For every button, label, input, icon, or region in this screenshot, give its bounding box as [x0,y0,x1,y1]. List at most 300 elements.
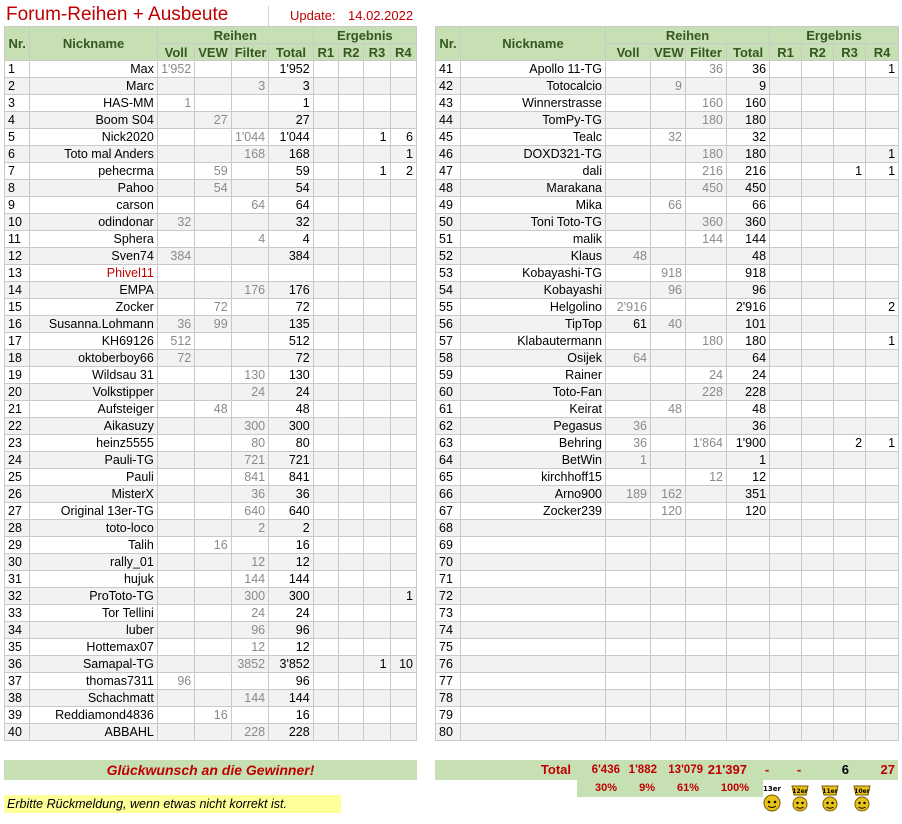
row-nickname [461,707,606,724]
header-nickname: Nickname [461,27,606,61]
medal-11er-icon [820,783,840,813]
row-r1 [313,265,338,282]
row-r1 [770,537,802,554]
header-r2: R2 [339,44,364,61]
row-r4 [390,61,416,78]
row-r2 [339,418,364,435]
row-voll: 72 [157,350,194,367]
table-row [5,469,417,486]
row-filter: 80 [231,435,268,452]
row-r2 [339,452,364,469]
row-nr: 1 [5,61,30,78]
row-r3 [834,146,866,163]
table-row [5,571,417,588]
row-r1 [770,486,802,503]
row-nickname: Pauli-TG [30,452,158,469]
row-voll [606,605,651,622]
row-voll [157,707,194,724]
row-r3 [364,401,390,418]
row-filter [231,112,268,129]
row-vew [651,112,686,129]
header-r3: R3 [364,44,390,61]
row-voll [157,265,194,282]
row-r4: 2 [866,299,899,316]
row-r4 [390,673,416,690]
row-r2 [802,469,834,486]
page-title: Forum-Reihen + Ausbeute [6,4,229,25]
row-nickname: carson [30,197,158,214]
row-r2 [802,605,834,622]
row-filter [686,605,727,622]
row-total: 24 [269,384,314,401]
row-voll: 36 [606,435,651,452]
row-total: 180 [727,112,770,129]
row-total: 144 [727,231,770,248]
row-filter: 12 [231,639,268,656]
row-voll: 32 [157,214,194,231]
row-vew [651,384,686,401]
table-row [5,299,417,316]
row-nr: 39 [5,707,30,724]
row-nr: 62 [436,418,461,435]
row-r2 [339,690,364,707]
row-nr: 49 [436,197,461,214]
row-r2 [339,333,364,350]
table-row [436,469,899,486]
row-r4 [390,622,416,639]
header-total: Total [727,44,770,61]
totals-vew: 1'882 [628,764,657,776]
header-r1: R1 [770,44,802,61]
percent-total: 100% [720,782,749,794]
table-row [436,129,899,146]
row-r3 [364,61,390,78]
table-row [436,367,899,384]
row-filter [686,452,727,469]
row-r2 [802,197,834,214]
row-r1 [770,282,802,299]
row-filter: 24 [686,367,727,384]
row-nickname: Schachmatt [30,690,158,707]
row-filter [686,554,727,571]
row-r1 [770,350,802,367]
table-row [5,112,417,129]
row-voll [157,469,194,486]
row-nr: 80 [436,724,461,741]
header-voll: Voll [157,44,194,61]
row-nickname: Rainer [461,367,606,384]
row-nr: 20 [5,384,30,401]
row-r3 [834,724,866,741]
row-r4 [866,605,899,622]
row-r4 [390,401,416,418]
row-total: 300 [269,418,314,435]
row-vew [195,146,231,163]
row-vew [195,265,231,282]
table-row [5,452,417,469]
row-nr: 57 [436,333,461,350]
row-nickname [461,588,606,605]
row-filter: 168 [231,146,268,163]
row-r1 [313,333,338,350]
row-r3 [834,282,866,299]
row-r4 [866,214,899,231]
row-voll [157,639,194,656]
row-r3 [834,707,866,724]
row-r2 [339,214,364,231]
row-r1 [313,520,338,537]
row-r4 [866,571,899,588]
row-r4 [390,418,416,435]
row-nickname [461,605,606,622]
row-nr: 27 [5,503,30,520]
row-filter: 12 [686,469,727,486]
table-row [5,401,417,418]
row-r2 [339,350,364,367]
row-voll: 1 [157,95,194,112]
row-vew: 66 [651,197,686,214]
row-total: 228 [269,724,314,741]
table-row [436,384,899,401]
row-r4 [390,367,416,384]
row-nickname: Phivel11 [30,265,158,282]
row-total: 36 [727,418,770,435]
row-r1 [770,690,802,707]
row-r3 [834,180,866,197]
row-filter: 96 [231,622,268,639]
row-vew [651,214,686,231]
row-voll [606,384,651,401]
medal-12er-icon [790,783,810,813]
table-row [436,112,899,129]
table-row [436,656,899,673]
update-label: Update: [290,8,336,23]
row-voll [606,724,651,741]
row-nickname: odindonar [30,214,158,231]
row-r4 [866,503,899,520]
row-r1 [770,112,802,129]
header-filter: Filter [686,44,727,61]
table-row [5,146,417,163]
row-r4 [866,78,899,95]
row-total: 2'916 [727,299,770,316]
row-voll [606,78,651,95]
header-r3: R3 [834,44,866,61]
row-r3 [364,350,390,367]
row-filter [231,316,268,333]
row-nr: 73 [436,605,461,622]
row-vew [195,95,231,112]
row-nickname: hujuk [30,571,158,588]
row-nickname: TomPy-TG [461,112,606,129]
row-nr: 10 [5,214,30,231]
row-voll [157,282,194,299]
totals-row [435,760,898,780]
row-r2 [339,231,364,248]
row-total: 32 [269,214,314,231]
row-r1 [313,452,338,469]
row-vew [195,384,231,401]
row-r4 [390,605,416,622]
row-total: 3 [269,78,314,95]
row-total: 9 [727,78,770,95]
row-r3 [364,112,390,129]
row-voll [157,571,194,588]
row-total: 72 [269,350,314,367]
row-nickname [461,622,606,639]
row-voll [157,537,194,554]
row-filter: 3852 [231,656,268,673]
row-nr: 72 [436,588,461,605]
table-row [436,95,899,112]
row-nickname: luber [30,622,158,639]
table-row [436,248,899,265]
title-divider [268,6,269,28]
row-nr: 52 [436,248,461,265]
row-r4 [390,384,416,401]
row-r4 [866,265,899,282]
row-nr: 21 [5,401,30,418]
row-r2 [802,350,834,367]
row-r4 [390,214,416,231]
row-filter: 841 [231,469,268,486]
row-r1 [770,554,802,571]
row-total: 66 [727,197,770,214]
row-r3 [364,605,390,622]
row-r2 [339,605,364,622]
row-voll: 36 [157,316,194,333]
table-row [5,673,417,690]
row-nickname: KH69126 [30,333,158,350]
row-r2 [802,163,834,180]
row-r1 [770,724,802,741]
row-vew: 40 [651,316,686,333]
row-r1 [313,469,338,486]
row-nickname: HAS-MM [30,95,158,112]
row-nickname: Susanna.Lohmann [30,316,158,333]
row-nickname: Aufsteiger [30,401,158,418]
row-nickname [461,639,606,656]
row-vew: 16 [195,707,231,724]
row-r4 [866,95,899,112]
row-nickname: Kobayashi [461,282,606,299]
row-filter [231,180,268,197]
table-row [436,299,899,316]
row-vew [195,622,231,639]
row-vew [195,282,231,299]
table-row [5,486,417,503]
table-row [436,622,899,639]
row-filter [686,350,727,367]
row-filter [686,299,727,316]
row-nickname: Osijek [461,350,606,367]
row-nickname: Totocalcio [461,78,606,95]
row-total [269,265,314,282]
row-vew [651,418,686,435]
row-total: 96 [269,622,314,639]
row-nr: 56 [436,316,461,333]
row-r3 [364,78,390,95]
table-row [436,588,899,605]
row-vew [651,656,686,673]
table-row [436,435,899,452]
row-filter [686,520,727,537]
row-r2 [339,180,364,197]
row-r4 [390,503,416,520]
table-row [5,95,417,112]
row-r3 [364,486,390,503]
row-r3 [834,605,866,622]
row-nickname [461,520,606,537]
row-nr: 18 [5,350,30,367]
table-row [436,554,899,571]
row-nr: 76 [436,656,461,673]
row-r3 [834,673,866,690]
row-filter [231,333,268,350]
row-vew: 54 [195,180,231,197]
congrats-banner: Glückwunsch an die Gewinner! [4,760,417,780]
row-r3 [364,435,390,452]
row-nickname: Sven74 [30,248,158,265]
row-r3 [364,673,390,690]
row-filter [686,673,727,690]
row-nr: 5 [5,129,30,146]
row-nickname: kirchhoff15 [461,469,606,486]
row-r1 [313,588,338,605]
row-r3 [834,588,866,605]
row-nr: 26 [5,486,30,503]
row-r1 [770,95,802,112]
row-r1 [313,316,338,333]
row-r1 [770,571,802,588]
row-voll [157,367,194,384]
row-voll: 61 [606,316,651,333]
row-r2 [802,724,834,741]
table-row [5,367,417,384]
row-voll [606,656,651,673]
row-filter [686,724,727,741]
row-r3: 2 [834,435,866,452]
row-r3 [364,197,390,214]
row-filter [231,707,268,724]
row-r3 [834,197,866,214]
row-nr: 79 [436,707,461,724]
row-filter [686,401,727,418]
row-vew: 120 [651,503,686,520]
row-r1 [770,639,802,656]
row-r4 [866,622,899,639]
row-vew [195,435,231,452]
row-r2 [339,503,364,520]
row-nickname: Nick2020 [30,129,158,146]
row-r2 [339,401,364,418]
row-r2 [339,622,364,639]
row-voll [157,605,194,622]
row-voll [606,95,651,112]
table-row [5,78,417,95]
row-vew [651,180,686,197]
row-r2 [339,129,364,146]
row-vew [195,656,231,673]
row-nickname: Pegasus [461,418,606,435]
row-r2 [802,639,834,656]
row-r4: 2 [390,163,416,180]
row-filter: 24 [231,605,268,622]
table-row [5,231,417,248]
row-filter: 180 [686,333,727,350]
row-voll [606,690,651,707]
row-total [727,690,770,707]
row-r1 [770,367,802,384]
row-r3 [834,469,866,486]
row-nickname: Kobayashi-TG [461,265,606,282]
row-total: 384 [269,248,314,265]
row-r4: 1 [866,61,899,78]
row-vew [651,146,686,163]
row-total: 24 [727,367,770,384]
row-nickname: Arno900 [461,486,606,503]
row-r3 [834,622,866,639]
row-nr: 35 [5,639,30,656]
row-voll [606,197,651,214]
row-total: 1 [269,95,314,112]
row-r3 [834,316,866,333]
row-r4 [866,197,899,214]
row-total: 12 [269,639,314,656]
row-filter [686,265,727,282]
row-r2 [339,707,364,724]
row-r3 [364,503,390,520]
row-nickname: Sphera [30,231,158,248]
row-voll: 64 [606,350,651,367]
row-voll: 1 [606,452,651,469]
row-r3 [364,639,390,656]
header-nr: Nr. [5,27,30,61]
row-nickname: Apollo 11-TG [461,61,606,78]
row-r1 [313,350,338,367]
row-total: 96 [727,282,770,299]
row-total: 144 [269,690,314,707]
row-r2 [339,282,364,299]
row-vew [651,61,686,78]
row-r3 [364,384,390,401]
totals-r2: - [796,762,802,777]
row-r1 [313,282,338,299]
row-vew [651,95,686,112]
row-r3 [834,384,866,401]
row-r3 [364,469,390,486]
row-nickname: Pauli [30,469,158,486]
row-voll [157,163,194,180]
row-nickname: Volkstipper [30,384,158,401]
row-r2 [339,163,364,180]
row-total: 135 [269,316,314,333]
row-vew: 16 [195,537,231,554]
row-vew [651,622,686,639]
row-nickname: oktoberboy66 [30,350,158,367]
row-nr: 74 [436,622,461,639]
row-filter [231,537,268,554]
table-row [5,129,417,146]
row-nr: 34 [5,622,30,639]
row-vew [195,350,231,367]
row-r4 [390,282,416,299]
row-nickname: Zocker [30,299,158,316]
row-r4: 1 [866,146,899,163]
table-row [436,316,899,333]
row-r4 [390,724,416,741]
row-nr: 2 [5,78,30,95]
